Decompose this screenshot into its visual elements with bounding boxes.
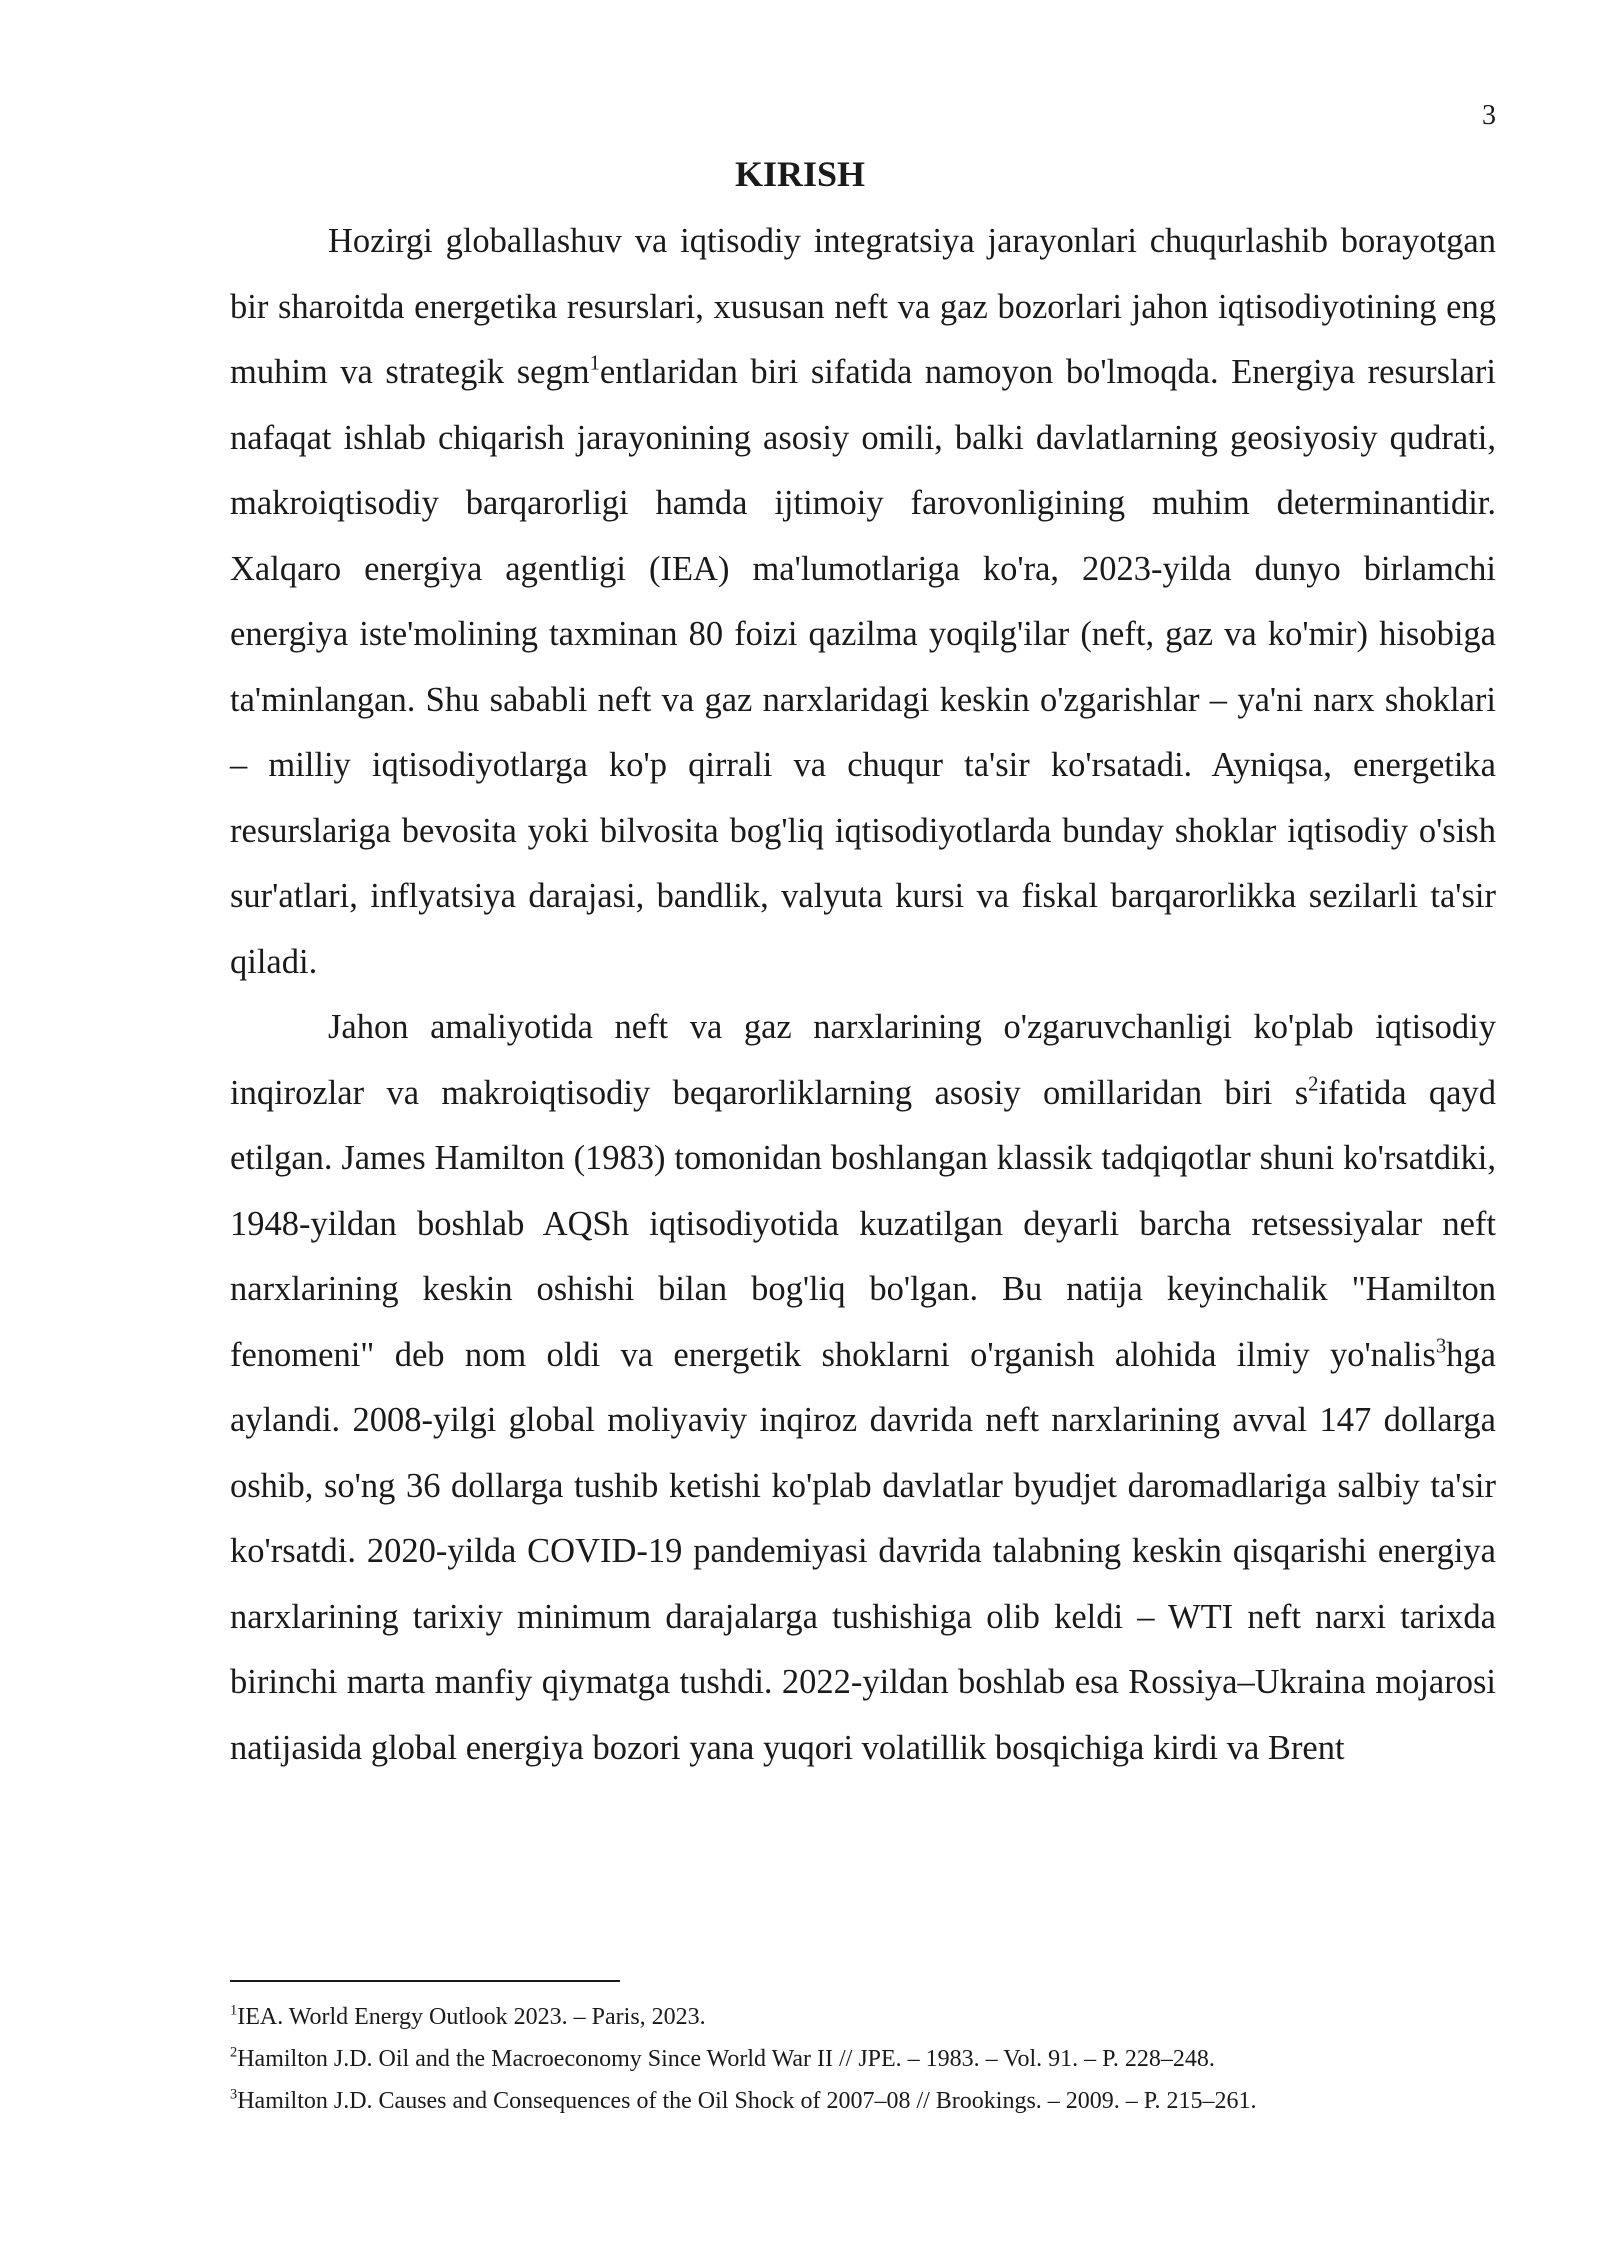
footnote-mark: 2 — [230, 2044, 238, 2061]
footnote — [230, 2038, 1496, 2080]
section-heading: KIRISH — [734, 154, 866, 194]
page-number: 3 — [1482, 100, 1496, 131]
footnote — [230, 2080, 1496, 2122]
text-run: entlaridan biri sifatida namoyon bo'lmoqda. Energiya resurslari nafaqat ishlab chiqarish jarayonining asosiy omili, balki davlatlarning geosiyosiy qudrati, makroiqtisodiy barqarorligi hamda ijtimoiy farovonligining muhim determinantidir. Xalqaro energiya agentligi (IEA) ma'lumotlariga ko'ra, 2023-yilda dunyo birlamchi energiya iste'molining taxminan 80 foizi qazilma yoqilg'ilar (neft, gaz va ko'mir) hisobiga ta'minlangan. Shu sababli neft va gaz narxlaridagi keskin o'zgarishlar – ya'ni narx shoklari – milliy iqtisodiyotlarga ko'p qirrali va chuqur ta'sir ko'rsatadi. Ayniqsa, energetika resurslariga bevosita yoki bilvosita bog'liq iqtisodiyotlarda bunday shoklar iqtisodiy o'sish sur'atlari, inflyatsiya darajasi, bandlik, valyuta kursi va fiskal barqarorlikka sezilarli ta'sir qiladi. — [230, 353, 1496, 981]
text-run: hga aylandi. 2008-yilgi global moliyaviy inqiroz davrida neft narxlarining avval 147 dollarga oshib, so'ng 36 dollarga tushib ketishi ko'plab davlatlar byudjet daromadlariga salbiy ta'sir ko'rsatdi. 2020-yilda COVID-19 pandemiyasi davrida talabning keskin qisqarishi energiya narxlarining tarixiy minimum darajalarga tushishiga olib keldi – WTI neft narxi tarixda birinchi marta manfiy qiymatga tushdi. 2022-yildan boshlab esa Rossiya–Ukraina mojarosi natijasida global energiya bozori yana yuqori volatillik bosqichiga kirdi va Brent — [230, 1335, 1496, 1767]
paragraph — [230, 995, 1496, 1781]
text-run: Jahon amaliyotida neft va gaz narxlarining o'zgaruvchanligi ko'plab iqtisodiy inqirozlar va makroiqtisodiy beqarorliklarning asosiy omillaridan biri s — [230, 1008, 1496, 1112]
footnote-separator — [230, 1980, 620, 1982]
footnote-reference: 2 — [1308, 1073, 1319, 1096]
footnote-text: Hamilton J.D. Causes and Consequences of the Oil Shock of 2007–08 // Brookings. – 2009. – P. 215–261. — [237, 2088, 1257, 2114]
footnote-text: Hamilton J.D. Oil and the Macroeconomy Since World War II // JPE. – 1983. – Vol. 91. – P. 228–248. — [237, 2046, 1215, 2072]
footnote-reference: 3 — [1435, 1335, 1447, 1358]
footnote-mark: 1 — [230, 2002, 238, 2019]
footnote — [230, 1996, 1496, 2038]
body-text — [230, 209, 1496, 1781]
text-run: Hozirgi globallashuv va iqtisodiy integratsiya jarayonlari chuqurlashib borayotgan bir sharoitda energetika resurslari, xususan neft va gaz bozorlari jahon iqtisodiyotining eng muhim va strategik segm — [230, 222, 1496, 391]
footnote-mark: 3 — [230, 2086, 238, 2103]
footnote-text: IEA. World Energy Outlook 2023. – Paris, 2023. — [237, 2004, 706, 2030]
paragraph — [230, 209, 1496, 995]
text-run: ifatida qayd etilgan. James Hamilton (1983) tomonidan boshlangan klassik tadqiqotlar shuni ko'rsatdiki, 1948-yildan boshlab AQSh iqtisodiyotida kuzatilgan deyarli barcha retsessiyalar neft narxlarining keskin oshishi bilan bog'liq bo'lgan. Bu natija keyinchalik "Hamilton fenomeni" deb nom oldi va energetik shoklarni o'rganish alohida ilmiy yo'nalis — [230, 1073, 1496, 1374]
footnotes — [230, 1996, 1496, 2122]
footnote-reference: 1 — [589, 352, 600, 375]
